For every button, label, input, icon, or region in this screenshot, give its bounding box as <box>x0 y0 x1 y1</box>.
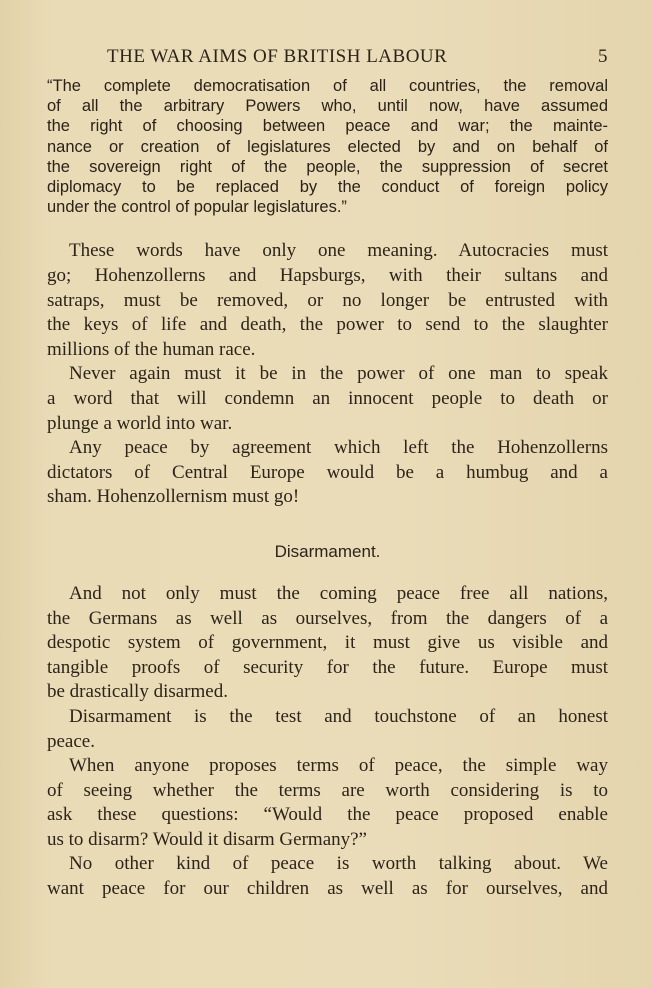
text-line: Any peace by agreement which left the Hohenzollerns <box>69 437 608 459</box>
text-line: the keys of life and death, the power to send to the slaughter <box>47 314 608 336</box>
quote-line: the sovereign right of the people, the suppression of secret <box>47 157 608 176</box>
text-line: ask these questions: “Would the peace proposed enable <box>47 804 608 826</box>
paragraph <box>47 705 608 754</box>
text-line: Never again must it be in the power of one man to speak <box>69 363 608 385</box>
text-line: millions of the human race. <box>47 338 256 360</box>
paragraph <box>47 754 608 852</box>
text-line: Disarmament is the test and touchstone of an honest <box>69 705 608 727</box>
section-heading: Disarmament. <box>274 541 381 561</box>
quote-line: under the control of popular legislatures.” <box>47 198 347 217</box>
text-line: sham. Hohenzollernism must go! <box>47 486 300 508</box>
text-line: satraps, must be removed, or no longer be entrusted with <box>47 289 608 311</box>
paragraph <box>47 852 608 901</box>
text-line: dictators of Central Europe would be a humbug and a <box>47 461 608 483</box>
quote-line: of all the arbitrary Powers who, until now, have assumed <box>47 97 608 116</box>
text-line: plunge a world into war. <box>47 412 233 434</box>
quote-line: nance or creation of legislatures elected by and on behalf of <box>47 137 608 156</box>
quote-line: “The complete democratisation of all countries, the removal <box>47 77 608 95</box>
paragraph <box>47 362 608 436</box>
running-head-title: THE WAR AIMS OF BRITISH LABOUR <box>107 46 448 67</box>
text-line: of seeing whether the terms are worth considering is to <box>47 779 608 801</box>
text-line: a word that will condemn an innocent people to death or <box>47 387 608 409</box>
paragraph <box>47 239 608 362</box>
text-line: And not only must the coming peace free all nations, <box>69 582 608 604</box>
text-line: peace. <box>47 730 95 752</box>
block-quote <box>47 76 608 217</box>
book-page <box>47 44 608 902</box>
text-line: the Germans as well as ourselves, from the dangers of a <box>47 607 608 629</box>
page-number: 5 <box>598 46 608 67</box>
running-head <box>47 44 608 72</box>
body-section-two <box>47 582 608 902</box>
text-line: despotic system of government, it must give us visible and <box>47 632 608 654</box>
quote-line: the right of choosing between peace and war; the mainte- <box>47 117 608 136</box>
text-line: When anyone proposes terms of peace, the simple way <box>69 755 608 777</box>
text-line: go; Hohenzollerns and Hapsburgs, with their sultans and <box>47 265 608 287</box>
quote-line: diplomacy to be replaced by the conduct of foreign policy <box>47 178 608 197</box>
text-line: These words have only one meaning. Autocracies must <box>69 240 608 262</box>
text-line: us to disarm? Would it disarm Germany?” <box>47 828 367 850</box>
text-line: tangible proofs of security for the future. Europe must <box>47 656 608 678</box>
paragraph <box>47 582 608 705</box>
text-line: be drastically disarmed. <box>47 681 228 703</box>
text-line: want peace for our children as well as for ourselves, and <box>47 878 608 900</box>
body-section-one <box>47 239 608 510</box>
text-line: No other kind of peace is worth talking about. We <box>69 853 608 875</box>
paragraph <box>47 436 608 510</box>
